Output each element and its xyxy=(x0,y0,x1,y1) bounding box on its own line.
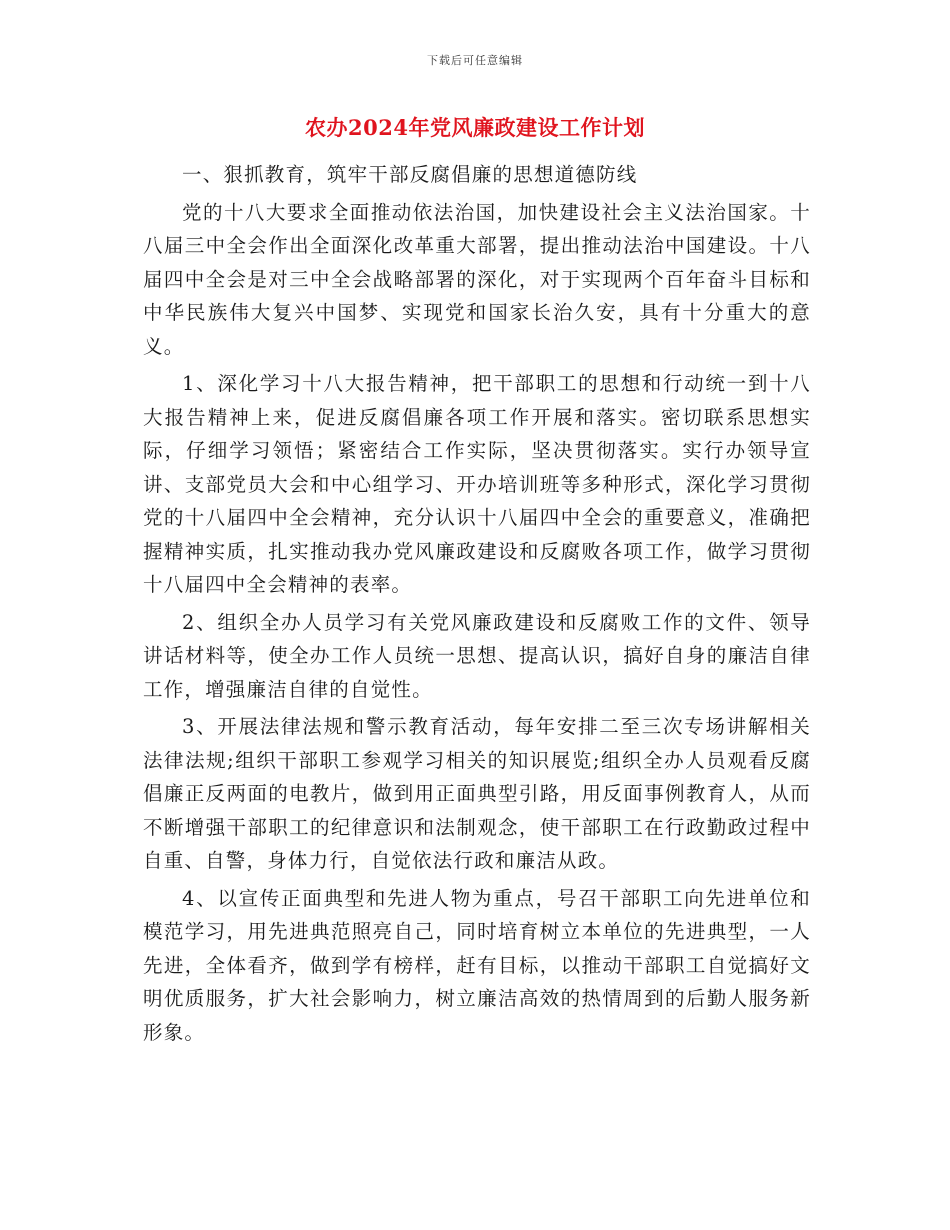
paragraph: 4、以宣传正面典型和先进人物为重点，号召干部职工向先进单位和模范学习，用先进典范照亮自己，同时培育树立本单位的先进典型，一人先进，全体看齐，做到学有榜样，赶有目标，以推动干部职工自觉搞好文明优质服务，扩大社会影响力，树立廉洁高效的热情周到的后勤人服务新形象。 xyxy=(143,886,811,1044)
section-heading: 一、狠抓教育，筑牢干部反腐倡廉的思想道德防线 xyxy=(182,163,638,186)
header-note: 下载后可任意编辑 xyxy=(427,54,523,67)
paragraph: 党的十八大要求全面推动依法治国，加快建设社会主义法治国家。十八届三中全会作出全面深化改革重大部署，提出推动法治中国建设。十八届四中全会是对三中全会战略部署的深化，对于实现两个百年奋斗目标和中华民族伟大复兴中国梦、实现党和国家长治久安，具有十分重大的意义。 xyxy=(143,200,811,358)
document-body xyxy=(143,158,811,1053)
paragraph: 1、深化学习十八大报告精神，把干部职工的思想和行动统一到十八大报告精神上来，促进反腐倡廉各项工作开展和落实。密切联系思想实际，仔细学习领悟；紧密结合工作实际，坚决贯彻落实。实行办领导宣讲、支部党员大会和中心组学习、开办培训班等多种形式，深化学习贯彻党的十八届四中全会精神，充分认识十八届四中全会的重要意义，准确把握精神实质，扎实推动我办党风廉政建设和反腐败各项工作，做学习贯彻十八届四中全会精神的表率。 xyxy=(143,372,811,596)
document-title: 农办2024年党风廉政建设工作计划 xyxy=(305,115,645,140)
paragraph: 2、组织全办人员学习有关党风廉政建设和反腐败工作的文件、领导讲话材料等，使全办工作人员统一思想、提高认识，搞好自身的廉洁自律工作，增强廉洁自律的自觉性。 xyxy=(143,610,811,701)
paragraph: 3、开展法律法规和警示教育活动，每年安排二至三次专场讲解相关法律法规;组织干部职工参观学习相关的知识展览;组织全办人员观看反腐倡廉正反两面的电教片，做到用正面典型引路，用反面事例教育人，从而不断增强干部职工的纪律意识和法制观念，使干部职工在行政勤政过程中自重、自警，身体力行，自觉依法行政和廉洁从政。 xyxy=(143,715,811,872)
